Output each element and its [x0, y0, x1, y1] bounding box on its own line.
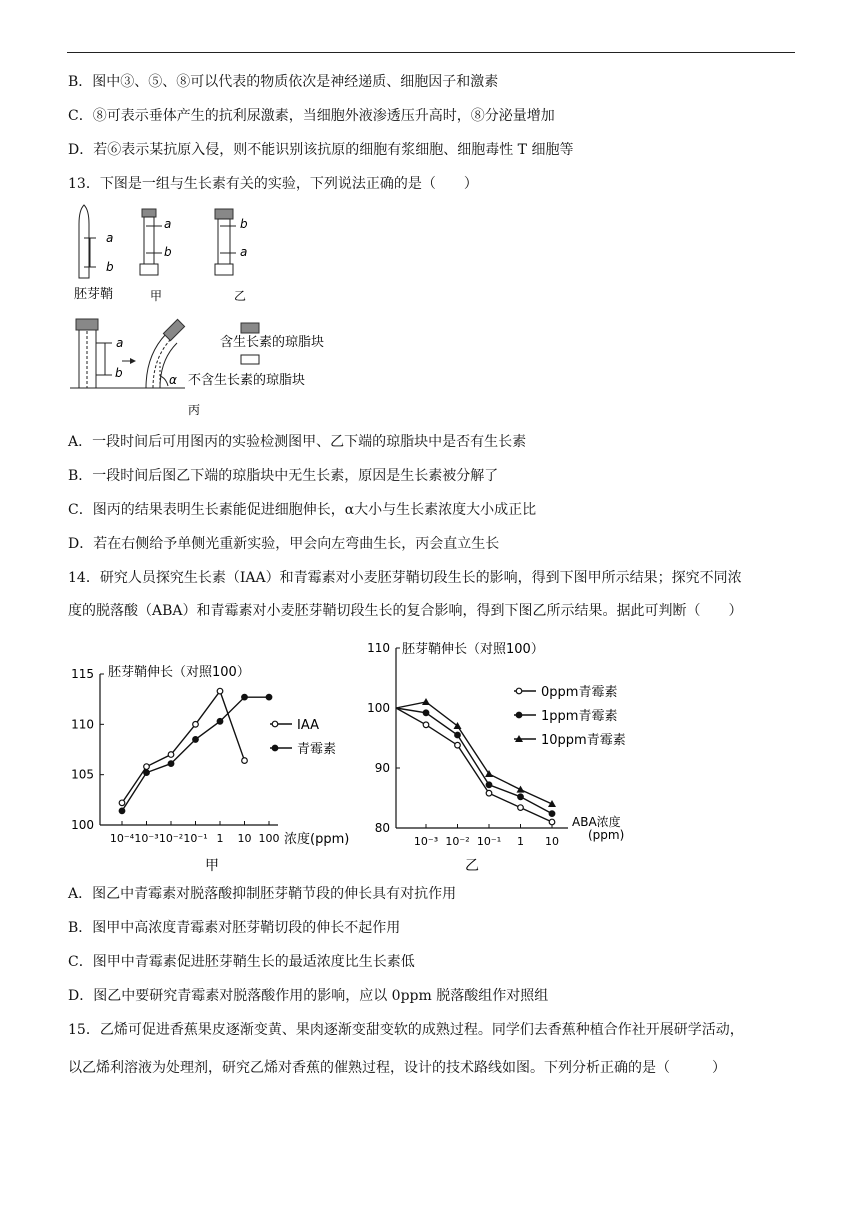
x-tick-label: 10⁻¹: [183, 832, 208, 845]
legend-label: 青霉素: [297, 742, 337, 757]
legend-label: 10ppm青霉素: [541, 733, 626, 748]
data-point: [455, 732, 461, 738]
data-point: [168, 752, 174, 758]
x-axis-unit: (ppm): [588, 828, 625, 842]
jia-caption: 甲: [150, 289, 163, 303]
y-tick-label: 100: [71, 818, 94, 832]
bing-label-b: b: [115, 366, 123, 380]
experiment-bing: [70, 319, 185, 388]
legend-marker: [272, 721, 278, 727]
legend-without-auxin-block: [241, 355, 259, 364]
legend-marker: [272, 745, 278, 751]
x-tick-label: 10⁻²: [445, 835, 470, 848]
coleoptile-label-b: b: [106, 260, 114, 274]
q13-stem: 13．下图是一组与生长素有关的实验，下列说法正确的是（ ）: [68, 176, 478, 192]
y-tick-label: 115: [71, 667, 94, 681]
data-point: [485, 770, 493, 777]
segment-jia: [140, 209, 162, 275]
y-tick-label: 110: [367, 641, 390, 655]
q14-stem-line1: 14．研究人员探究生长素（IAA）和青霉素对小麦胚芽鞘切段生长的影响，得到下图甲所示结果；探究不同浓: [68, 570, 742, 586]
q13-option-d: D．若在右侧给予单侧光重新实验，甲会向左弯曲生长，丙会直立生长: [68, 536, 500, 552]
data-point: [144, 770, 150, 776]
legend-without-auxin-label: 不含生长素的琼脂块: [188, 373, 306, 388]
segment-yi: [215, 209, 236, 275]
x-tick-label: 10⁻¹: [476, 835, 502, 848]
data-point: [548, 800, 556, 807]
x-tick-label: 10: [237, 832, 252, 845]
y-tick-label: 80: [374, 821, 390, 835]
data-point: [518, 805, 524, 811]
jia-label-a: a: [164, 217, 172, 231]
data-point: [518, 794, 524, 800]
chart-caption: 乙: [465, 858, 479, 874]
y-tick-label: 100: [367, 701, 390, 715]
q13-option-a: A．一段时间后可用图丙的实验检测图甲、乙下端的琼脂块中是否有生长素: [68, 434, 527, 450]
data-point: [549, 819, 555, 825]
data-point: [517, 786, 525, 793]
legend-label: IAA: [297, 718, 319, 733]
y-tick-label: 105: [71, 767, 94, 782]
chart-title: 胚芽鞘伸长（对照100）: [108, 665, 250, 680]
q15-stem-line2: 以乙烯利溶液为处理剂，研究乙烯对香蕉的催熟过程，设计的技术路线如图。下列分析正确的是（ ）: [68, 1060, 726, 1076]
series-line-0: [122, 691, 245, 803]
legend-with-auxin-label: 含生长素的琼脂块: [220, 335, 325, 350]
legend-label: 0ppm青霉素: [541, 685, 618, 700]
x-tick-label: 100: [258, 832, 280, 845]
q12-option-b: B．图中③、⑤、⑧可以代表的物质依次是神经递质、细胞因子和激素: [68, 74, 499, 90]
series-line-2: [396, 702, 552, 804]
q14-option-b: B．图甲中高浓度青霉素对胚芽鞘切段的伸长不起作用: [68, 920, 401, 936]
q14-option-a: A．图乙中青霉素对脱落酸抑制胚芽鞘节段的伸长具有对抗作用: [68, 886, 457, 902]
data-point: [486, 790, 492, 796]
data-point: [423, 722, 429, 728]
x-axis-label: 浓度(ppm): [284, 832, 350, 847]
data-point: [193, 737, 199, 743]
q14-option-d: D．图乙中要研究青霉素对脱落酸作用的影响，应以 0ppm 脱落酸组作对照组: [68, 988, 549, 1004]
series-line-0: [396, 708, 552, 822]
q14-stem-line2: 度的脱落酸（ABA）和青霉素对小麦胚芽鞘切段生长的复合影响，得到下图乙所示结果。据此可判断（ ）: [68, 603, 743, 619]
data-point: [486, 782, 492, 788]
bing-label-a: a: [116, 336, 124, 350]
chart-jia: [60, 640, 360, 875]
chart-yi: [350, 640, 660, 875]
q12-option-d: D．若⑥表示某抗原入侵，则不能识别该抗原的细胞有浆细胞、细胞毒性 T 细胞等: [68, 142, 574, 158]
legend-marker: [516, 712, 522, 718]
header-rule: [67, 52, 795, 53]
yi-label-a: a: [240, 245, 248, 259]
x-tick-label: 10⁻⁴: [109, 832, 135, 845]
y-tick-label: 110: [71, 717, 94, 732]
q13-figure: [60, 200, 360, 425]
data-point: [144, 764, 150, 770]
jia-label-b: b: [164, 245, 172, 259]
coleoptile-label: 胚芽鞘: [74, 287, 114, 302]
series-line-1: [122, 697, 269, 811]
yi-caption: 乙: [234, 289, 247, 303]
yi-label-b: b: [240, 217, 248, 231]
data-point: [168, 761, 174, 767]
data-point: [242, 694, 248, 700]
series-line-1: [396, 708, 552, 814]
legend-with-auxin-block: [241, 323, 259, 333]
coleoptile-diagram: [79, 205, 96, 278]
legend-label: 1ppm青霉素: [541, 709, 618, 724]
data-point: [242, 758, 248, 764]
x-axis-label: ABA浓度: [572, 815, 621, 829]
x-tick-label: 1: [216, 832, 224, 845]
x-tick-label: 1: [517, 835, 524, 848]
data-point: [217, 719, 223, 725]
q14-option-c: C．图甲中青霉素促进胚芽鞘生长的最适浓度比生长素低: [68, 954, 415, 970]
data-point: [549, 811, 555, 817]
data-point: [455, 742, 461, 748]
x-tick-label: 10⁻³: [134, 832, 159, 845]
q13-option-c: C．图丙的结果表明生长素能促进细胞伸长，α大小与生长素浓度大小成正比: [68, 502, 537, 518]
legend-marker: [516, 688, 522, 694]
chart-caption: 甲: [205, 858, 219, 874]
q13-option-b: B．一段时间后图乙下端的琼脂块中无生长素，原因是生长素被分解了: [68, 468, 499, 484]
y-tick-label: 90: [374, 761, 390, 775]
data-point: [423, 710, 429, 716]
data-point: [193, 722, 199, 728]
x-tick-label: 10: [545, 835, 559, 848]
chart-title: 胚芽鞘伸长（对照100）: [402, 642, 544, 657]
data-point: [422, 698, 430, 705]
bing-caption: 丙: [188, 403, 201, 417]
data-point: [217, 688, 223, 694]
q12-option-c: C．⑧可表示垂体产生的抗利尿激素，当细胞外液渗透压升高时，⑧分泌量增加: [68, 108, 555, 124]
x-tick-label: 10⁻³: [413, 835, 439, 848]
data-point: [266, 694, 272, 700]
coleoptile-label-a: a: [106, 231, 114, 245]
x-tick-label: 10⁻²: [158, 832, 184, 845]
q15-stem-line1: 15．乙烯可促进香蕉果皮逐渐变黄、果肉逐渐变甜变软的成熟过程。同学们去香蕉种植合作社开展研学活动，: [68, 1022, 744, 1038]
bing-label-alpha: α: [169, 373, 177, 387]
data-point: [119, 808, 125, 814]
data-point: [119, 800, 125, 806]
